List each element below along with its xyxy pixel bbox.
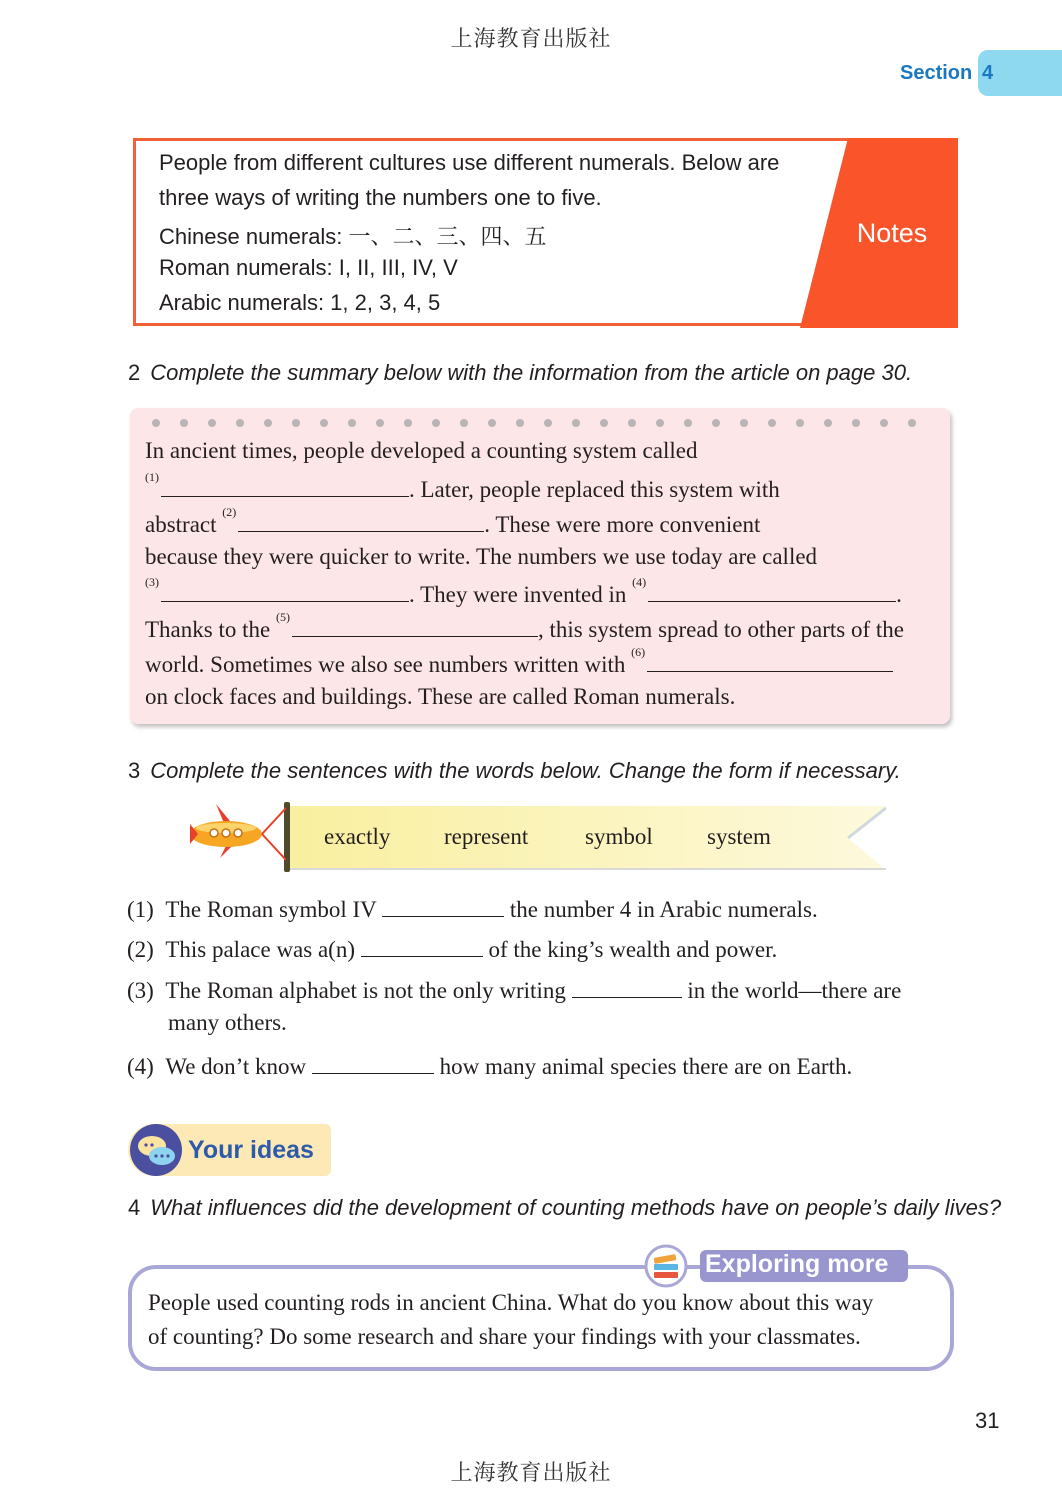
exploring-text-line: of counting? Do some research and share your findings with your classmates. (148, 1324, 861, 1349)
exploring-more-label: Exploring more (705, 1250, 889, 1278)
blank-6[interactable] (647, 649, 893, 672)
question-number: 3 (128, 758, 141, 783)
watermark-top: 上海教育出版社 (450, 27, 612, 52)
section-number: 4 (982, 62, 994, 84)
question-text: What influences did the development of counting methods have on people’s daily lives? (150, 1195, 1002, 1220)
blank-number: (2) (222, 505, 237, 519)
exercise-item: (4) We don’t know how many animal species there are on Earth. (127, 1051, 852, 1080)
blank-number: (1) (145, 470, 159, 484)
notes-line: Arabic numerals: 1, 2, 3, 4, 5 (159, 290, 441, 315)
summary-line: because they were quicker to write. The numbers we use today are called (145, 544, 818, 569)
page-number: 31 (975, 1408, 1000, 1433)
blank-number: (5) (275, 610, 290, 624)
word-bank-item: system (707, 824, 771, 849)
notes-title: Notes (856, 218, 928, 248)
notes-line: Roman numerals: I, II, III, IV, V (159, 255, 458, 280)
question-3 (128, 758, 901, 784)
word-bank-item: exactly (324, 824, 391, 849)
blank-3[interactable] (161, 579, 409, 602)
exercise-blank[interactable] (382, 894, 504, 917)
summary-line: $^{(1)}$ . Later, people replaced this system with (145, 470, 780, 502)
exercise-blank[interactable] (572, 975, 682, 998)
binding-rings-icon (148, 414, 938, 430)
summary-line: Thanks to the $^{(5)}$ , this system spread to other parts of the (145, 610, 904, 642)
notes-line: Chinese numerals: 一、二、三、四、五 (159, 224, 547, 249)
exercise-blank[interactable] (312, 1051, 434, 1074)
word-bank-item: symbol (585, 824, 653, 849)
notes-line: three ways of writing the numbers one to five. (159, 185, 602, 210)
airplane-icon (186, 798, 286, 870)
word-bank-item: represent (444, 824, 529, 849)
blank-number: (3) (145, 575, 159, 589)
summary-line: world. Sometimes we also see numbers written with $^{(6)}$ (145, 649, 893, 678)
your-ideas-label: Your ideas (188, 1136, 314, 1164)
question-number: 2 (128, 360, 141, 385)
blank-4[interactable] (648, 579, 896, 602)
books-icon (644, 1244, 688, 1288)
exercise-continuation: many others. (168, 1010, 287, 1035)
question-2 (128, 360, 912, 386)
watermark-bottom: 上海教育出版社 (450, 1461, 612, 1486)
exercise-blank[interactable] (361, 934, 483, 957)
summary-line: on clock faces and buildings. These are called Roman numerals. (145, 684, 736, 709)
question-text: Complete the summary below with the information from the article on page 30. (150, 360, 913, 385)
summary-line: abstract $^{(2)}$ . These were more convenient (145, 505, 761, 537)
blank-2[interactable] (238, 509, 484, 532)
question-number: 4 (128, 1195, 141, 1220)
exercise-item: (2) This palace was a(n) of the king’s wealth and power. (127, 934, 777, 963)
exercise-item: (3) The Roman alphabet is not the only writing in the world—there are (127, 975, 901, 1004)
summary-line: $^{(3)}$ . They were invented in $^{(4)}$ . (145, 575, 902, 607)
blank-5[interactable] (292, 614, 538, 637)
question-4 (128, 1195, 1001, 1221)
section-label: Section (900, 62, 973, 84)
blank-number: (6) (631, 645, 646, 659)
blank-number: (4) (632, 575, 647, 589)
notes-line: People from different cultures use different numerals. Below are (159, 150, 780, 175)
exploring-text-line: People used counting rods in ancient China. What do you know about this way (148, 1290, 874, 1315)
exercise-item: (1) The Roman symbol IV the number 4 in Arabic numerals. (127, 894, 818, 923)
blank-1[interactable] (161, 474, 409, 497)
chat-bubbles-icon (128, 1124, 184, 1176)
summary-line: In ancient times, people developed a counting system called (145, 438, 698, 463)
question-text: Complete the sentences with the words below. Change the form if necessary. (150, 758, 901, 783)
